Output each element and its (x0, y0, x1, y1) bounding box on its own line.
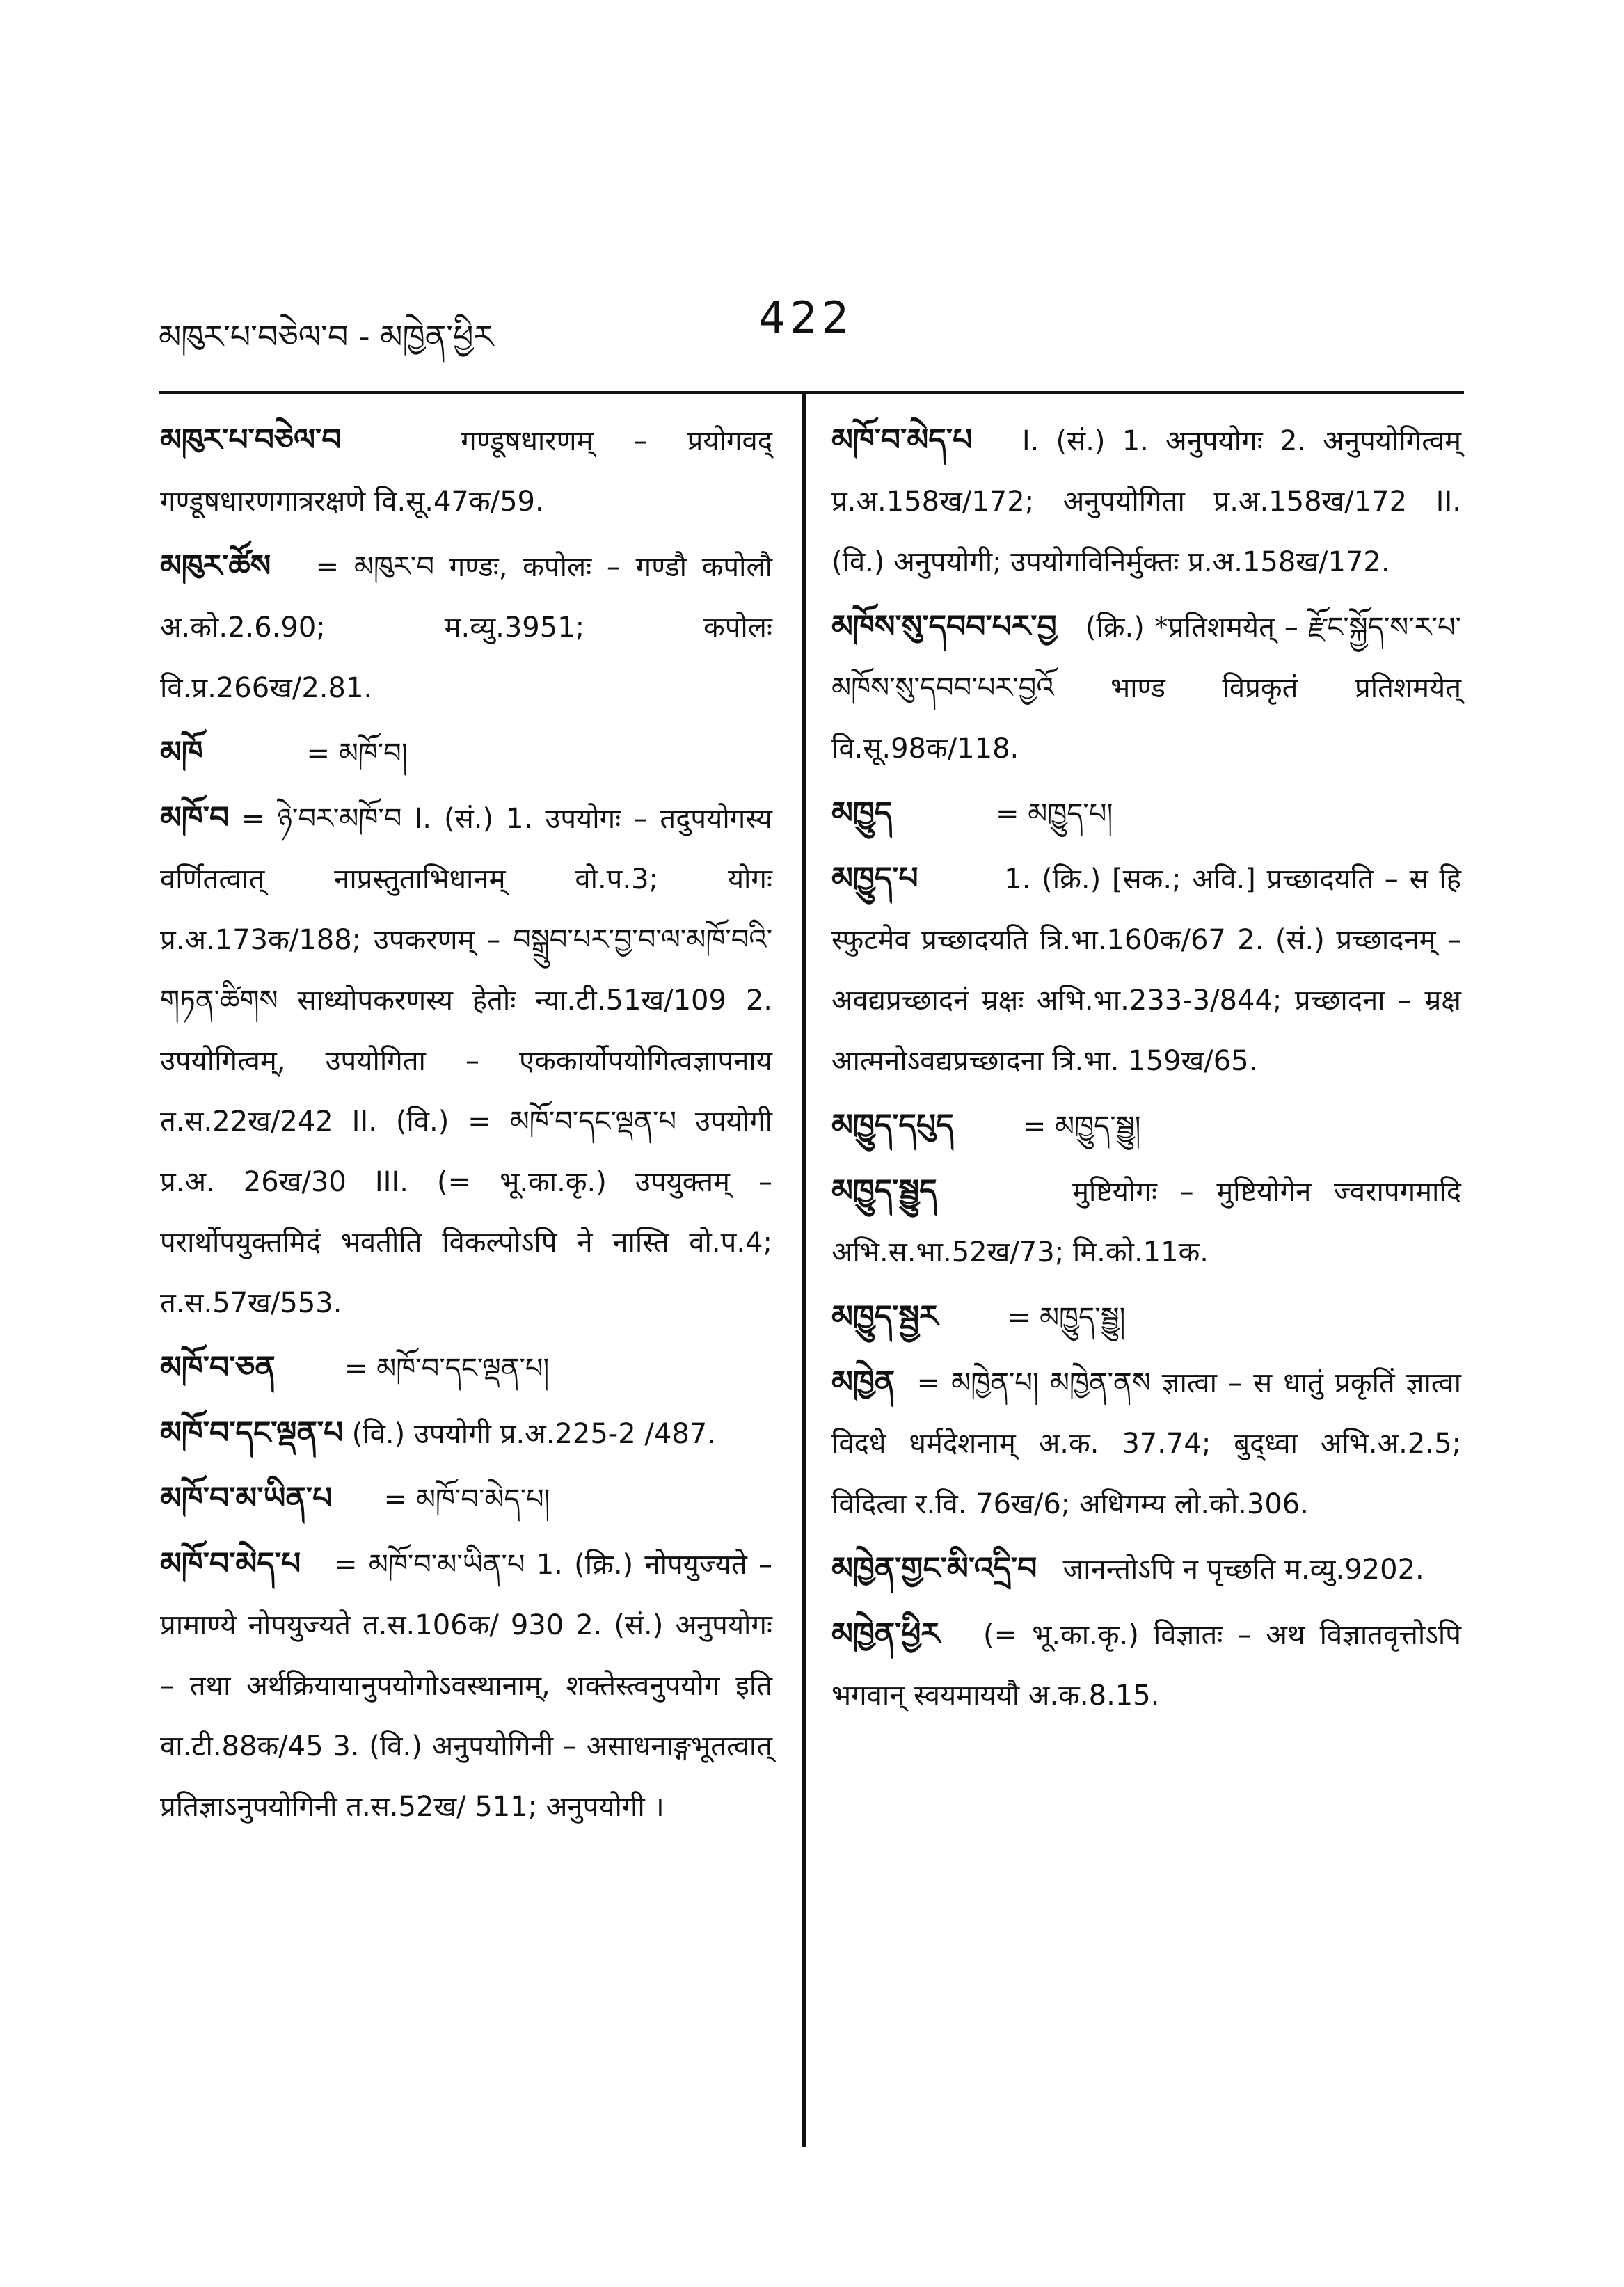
headword: མཁྱེན (831, 1364, 895, 1400)
headword: མཁོ་བ (160, 800, 230, 836)
headword: མཁོ (160, 735, 203, 770)
headword: མཁོ་བ་ཅན (160, 1350, 276, 1385)
dictionary-entry (831, 783, 1461, 845)
headword: མཁྱུད་སྦྱུད (831, 1173, 937, 1209)
left-column (160, 411, 772, 1842)
entry-body: = མཁྱུད་སྦྱུ། (1022, 1110, 1141, 1142)
dictionary-entry (160, 723, 772, 784)
dictionary-entry (160, 1403, 772, 1465)
entry-body: गण्डूषधारणम् – प्रयोगवद् गण्डूषधारणगात्ररक्षणे वि.सू.47क/59. (160, 425, 772, 518)
dictionary-entry (831, 1161, 1461, 1283)
entry-body: = མཁུར་བ गण्डः, कपोलः – गण्डौ कपोलौ अ.को.2.6.90; म.व्यु.3951; कपोलः वि.प्र.266ख/2.81. (160, 551, 772, 704)
entry-body: मुष्टियोगः – मुष्टियोगेन ज्वरापगमादि अभि.स.भा.52ख/73; मि.को.11क. (831, 1176, 1461, 1268)
page-number: 422 (758, 292, 854, 343)
dictionary-entry (831, 849, 1461, 1092)
entry-body: = མཁོ་བ་མ་ཡིན་པ 1. (क्रि.) नोपयुज्यते – प्रामाण्ये नोपयुज्यते त.स.106क/ 930 2. (सं.) अनुपयोगः – तथा अर्थक्रियायानुपयोगोऽवस्थानाम्, शक्तेस्त्वनुपयोग इति वा.टी.88क/45 3. (वि.) अनुपयोगिनी – असाधनाङ्गभूतत्वात् प्रतिज्ञाऽनुपयोगिनी त.स.52ख/ 511; अनुपयोगी । (160, 1549, 772, 1823)
dictionary-entry (831, 1096, 1461, 1157)
headword: མཁུར་པ་བཅེལ་བ (160, 422, 342, 458)
entry-body: = མཁྱེན་པ། མཁྱེན་ནས ज्ञात्वा – स धातुं प्रकृतिं ज्ञात्वा विदधे धर्मदेशनाम् अ.क. 37.74; बुद्ध्वा अभि.अ.2.5; विदित्वा र.वि. 76ख/6; अधिगम्य लो.को.306. (831, 1367, 1462, 1520)
header-rule (159, 391, 1464, 394)
entry-body: = མཁྱུད་པ། (995, 798, 1113, 830)
dictionary-entry (160, 411, 772, 532)
headword: མཁྱེན་གྱང་མི་འདྲི་བ (831, 1551, 1037, 1586)
headword: མཁྱུད་པ (831, 861, 918, 896)
headword: མཁོ་བ་མེད་པ (160, 1546, 301, 1581)
dictionary-entry (831, 1539, 1461, 1600)
headword: མཁོས་སུ་དབབ་པར་བྱ (831, 609, 1057, 644)
headword: མཁྱུད་དཔུད (831, 1108, 954, 1143)
dictionary-entry (831, 411, 1461, 593)
column-divider (802, 394, 806, 2147)
entry-body: I. (सं.) 1. अनुपयोगः 2. अनुपयोगित्वम् प्र.अ.158ख/172; अनुपयोगिता प्र.अ.158ख/172 II. (वि.) अनुपयोगी; उपयोगविनिर्मुक्तः प्र.अ.158ख/172. (831, 425, 1461, 578)
page-header (159, 292, 1456, 356)
dictionary-entry (160, 1534, 772, 1838)
headword: མཁོ་བ་མེད་པ (831, 422, 973, 458)
entry-body: (वि.) उपयोगी प्र.अ.225-2 /487. (351, 1418, 716, 1450)
entry-body: = མཁོ་བ། (306, 738, 408, 770)
headword: མཁྱེན་ཕྱིར (831, 1616, 940, 1652)
headword: མཁྱུད (831, 795, 893, 831)
dictionary-entry (831, 1353, 1461, 1535)
dictionary-entry (831, 1287, 1461, 1348)
entry-body: = མཁྱུད་སྦྱུ། (1007, 1302, 1126, 1334)
headword: མཁོ་བ་དང་ལྡན་པ (160, 1415, 344, 1451)
dictionary-entry (160, 1469, 772, 1530)
entry-body: = མཁོ་བ་དང་ལྡན་པ། (344, 1353, 550, 1385)
entry-body: = ཉེ་བར་མཁོ་བ I. (सं.) 1. उपयोगः – तदुपयोगस्य वर्णितत्वात् नाप्रस्तुताभिधानम् वो.प.3; योगः प्र.अ.173क/188; उपकरणम् – བསྒྲུབ་པར་བྱ་བ་ལ་མཁོ་བའི་གཏན་ཚིགས साध्योपकरणस्य हेतोः न्या.टी.51ख/109 2. उपयोगित्वम्, उपयोगिता – एककार्योपयोगित्वज्ञापनाय त.स.22ख/242 II. (वि.) = མཁོ་བ་དང་ལྡན་པ उपयोगी प्र.अ. 26ख/30 III. (= भू.का.कृ.) उपयुक्तम् – परार्थोपयुक्तमिदं भवतीति विकल्पोऽपि ने नास्ति वो.प.4; त.स.57ख/553. (160, 803, 772, 1319)
entry-body: जानन्तोऽपि न पृच्छति म.व्यु.9202. (1062, 1554, 1424, 1586)
dictionary-entry (831, 1604, 1461, 1726)
entry-body: 1. (क्रि.) [सक.; अवि.] प्रच्छादयति – स हि स्फुटमेव प्रच्छादयति त्रि.भा.160क/67 2. (सं.) प्रच्छादनम् – अवद्यप्रच्छादनं म्रक्षः अभि.भा.233-3/844; प्रच्छादना – म्रक्ष आत्मनोऽवद्यप्रच्छादना त्रि.भा. 159ख/65. (831, 863, 1461, 1077)
headword: མཁྱུད་སྦྱར (831, 1299, 939, 1334)
dictionary-entry (160, 788, 772, 1334)
entry-body: (= भू.का.कृ.) विज्ञातः – अथ विज्ञातवृत्तोऽपि भगवान् स्वयमाययौ अ.क.8.15. (831, 1619, 1461, 1712)
dictionary-entry (831, 597, 1461, 779)
dictionary-entry (160, 536, 772, 719)
entry-body: = མཁོ་བ་མེད་པ། (383, 1483, 550, 1515)
right-column (831, 411, 1461, 1730)
headword: མཁོ་བ་མ་ཡིན་པ (160, 1481, 333, 1516)
entry-body: (क्रि.) *प्रतिशमयेत् – རྫོང་སྐྱོད་ས་ར་པ་མཁོས་སུ་དབབ་པར་བྱའོ भाण्ड विप्रकृतं प्रतिशमयेत् वि.सू.98क/118. (831, 612, 1461, 765)
running-head: མཁུར་པ་བཅེལ་བ - མཁྱེན་ཕྱིར (159, 318, 494, 356)
headword: མཁུར་ཚོས (160, 548, 271, 584)
dictionary-entry (160, 1338, 772, 1399)
